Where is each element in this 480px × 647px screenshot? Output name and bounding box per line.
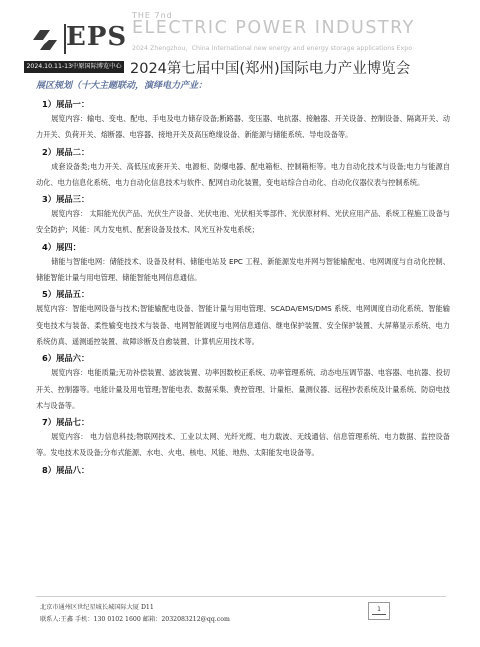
zone-heading: 5）展品五： bbox=[42, 289, 90, 300]
zone-body: 展览内容：电能质量;无功补偿装置、滤波装置、功率因数校正系统、功率管理系统、动态电压调节器、电容器、电抗器、投切开关、控制器等。电能计量及用电管理;智能电表、数据采集、费控管理、计量柜、量测仪器、远程抄表系统及计量系统、防窃电技术与设备等。 bbox=[36, 368, 450, 410]
zone-heading: 1）展品一： bbox=[42, 99, 90, 109]
expo-title-en: ELECTRIC POWER INDUSTRY bbox=[132, 18, 415, 38]
zone-heading: 6）展品六： bbox=[42, 353, 90, 364]
zone-body: 成套设备类;电力开关、高低压成套开关、电源柜、防爆电器、配电箱柜、控制箱柜等。电力自动化技术与设备;电力与能源自动化、电力信息化系统、电力自动化信息技术与软件、配网自动化装置，变电站综合自动化、自动化仪器仪表与控制系统。 bbox=[36, 161, 450, 187]
zone-heading: 8）展品八： bbox=[42, 464, 90, 475]
zone-heading: 2）展品二： bbox=[42, 146, 90, 157]
zone-body: 储能与智能电网：储能技术、设备及材料、储能电站及 EPC 工程、新能源发电并网与智能输配电、电网调度与自动化控制、储能智能计量与用电管理、储能智能电网信息通信。 bbox=[36, 256, 450, 283]
zone-heading: 4）展四： bbox=[42, 241, 81, 252]
lightning-logo-icon bbox=[31, 27, 59, 53]
edition-label: THE 7nd bbox=[132, 11, 173, 20]
zone-body: 展览内容：智能电网设备与技术;智能输配电设备、智能计量与用电管理、SCADA/EMS/DMS 系统、电网调度自动化系统、智能输变电技术与装备、柔性输变电技术与装备、电网智能调度与电网信息通信、继电保护装置、安全保护装置、大屏幕显示系统、电力系统仿真、遥测遥控装置、故障诊断及自愈装置、计算机应用技术等。 bbox=[36, 304, 450, 346]
section-title: 展区规划（十大主题联动，演绎电力产业： bbox=[36, 81, 208, 91]
footer-contact: 联系人:王鑫 手机：130 0102 1600 邮箱：2032083212@qq.com bbox=[40, 616, 230, 623]
expo-title-cn: 2024第七届中国(郑州)国际电力产业博览会 bbox=[130, 61, 411, 77]
logo-text: EPS bbox=[66, 22, 128, 52]
page-number: 1 bbox=[377, 606, 381, 613]
zone-body: 展览内容： 太阳能光伏产品、光伏生产设备、光伏电池、光伏相关零部件、光伏原材料、光伏应用产品、系统工程施工设备与安全防护；风能：风力发电机、配套设备及技术、风光互补发电系统； bbox=[36, 209, 450, 235]
footer-divider bbox=[36, 596, 446, 597]
page-header bbox=[0, 0, 480, 82]
zone-body: 展览内容： 电力信息科技;物联网技术、工业以太网、光纤光缆、电力载波、无线通信、信息管理系统、电力数据、监控设备等。发电技术及设备;分布式能源、水电、火电、核电、风能、地热、太阳能发电设备等。 bbox=[36, 432, 450, 458]
zone-body: 展览内容：输电、变电、配电、手电及电力储存设备;断路器、变压器、电抗器、接触器、开关设备、控制设备、隔离开关、动力开关、负荷开关、熔断器、电容器、接地开关及高压绝缘设备、新能源与储能系统、导电设备等。 bbox=[36, 114, 450, 140]
expo-subtitle-en: 2024 Zhengzhou，China International new energy and energy storage applications Expo bbox=[132, 45, 413, 52]
date-venue-badge: 2024.10.11-13中原国际博览中心 bbox=[24, 61, 124, 73]
zone-list bbox=[36, 98, 450, 477]
zone-heading: 7）展品七： bbox=[42, 417, 90, 428]
page-number-box bbox=[368, 602, 390, 620]
zone-heading: 3）展品三： bbox=[42, 194, 90, 205]
page-number-rule bbox=[372, 614, 386, 615]
footer-address: 北京市通州区世纪星城长城国际大厦 D11 bbox=[40, 604, 154, 611]
